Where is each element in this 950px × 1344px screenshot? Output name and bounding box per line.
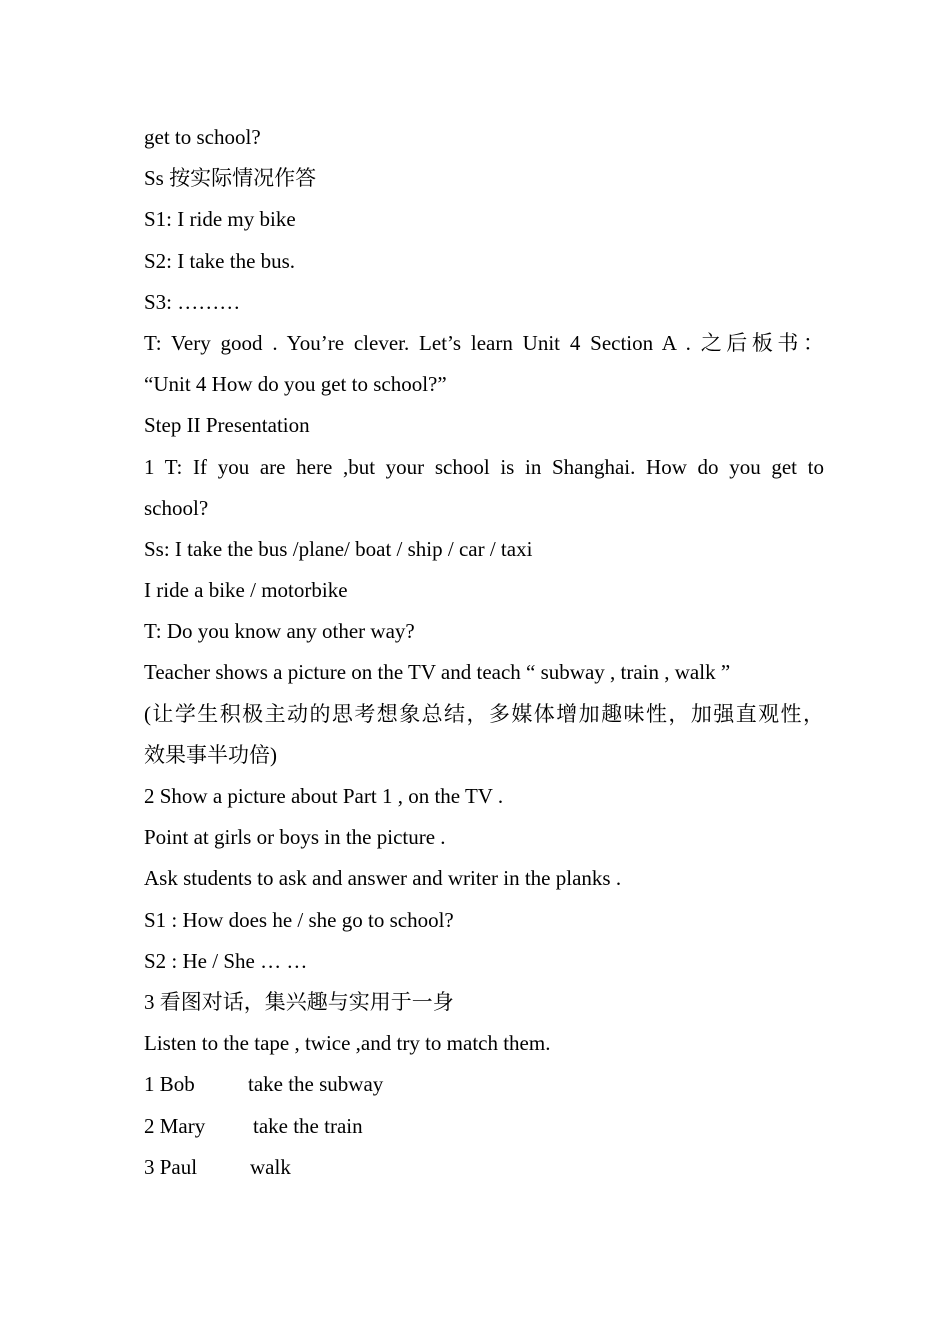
match-transport: walk: [250, 1154, 291, 1179]
match-row: [144, 1064, 824, 1105]
text-line: Listen to the tape , twice ,and try to match them.: [144, 1031, 551, 1056]
text-line: Teacher shows a picture on the TV and teach “ subway , train , walk ”: [144, 660, 731, 685]
match-name: 2 Mary: [144, 1113, 206, 1138]
text-line: S2: I take the bus.: [144, 248, 296, 273]
text-line: Point at girls or boys in the picture .: [144, 825, 446, 850]
text-line: 1 T: If you are here ,but your school is in Shanghai. How do you get to: [144, 454, 824, 479]
section-heading: Step II Presentation: [144, 413, 310, 438]
text-line: Ss 按实际情况作答: [144, 166, 317, 191]
document-page: [144, 117, 824, 1188]
text-line: school?: [144, 495, 209, 520]
text-line: S3: ………: [144, 289, 241, 314]
match-name: 1 Bob: [144, 1072, 195, 1097]
match-row: [144, 1106, 824, 1147]
text-line: Ask students to ask and answer and writer in the planks .: [144, 866, 622, 891]
text-line: S2 : He / She … …: [144, 948, 308, 973]
match-transport: take the subway: [248, 1072, 384, 1097]
text-line: 3 看图对话，集兴趣与实用于一身: [144, 989, 454, 1014]
text-line: T: Do you know any other way?: [144, 619, 415, 644]
match-transport: take the train: [253, 1113, 363, 1138]
match-name: 3 Paul: [144, 1154, 198, 1179]
text-line: T: Very good . You’re clever. Let’s learn Unit 4 Section A . 之后板书：: [144, 330, 824, 355]
text-line: get to school?: [144, 125, 261, 149]
text-line: (让学生积极主动的思考想象总结，多媒体增加趣味性，加强直观性，: [144, 701, 824, 726]
text-line: “Unit 4 How do you get to school?”: [144, 372, 447, 397]
text-line: Ss: I take the bus /plane/ boat / ship / car / taxi: [144, 536, 533, 561]
text-line: S1 : How does he / she go to school?: [144, 907, 454, 932]
text-line: 2 Show a picture about Part 1 , on the TV .: [144, 784, 504, 808]
text-line: 效果事半功倍): [144, 742, 277, 767]
text-line: I ride a bike / motorbike: [144, 578, 348, 603]
match-row: [144, 1147, 824, 1188]
text-line: S1: I ride my bike: [144, 207, 296, 232]
